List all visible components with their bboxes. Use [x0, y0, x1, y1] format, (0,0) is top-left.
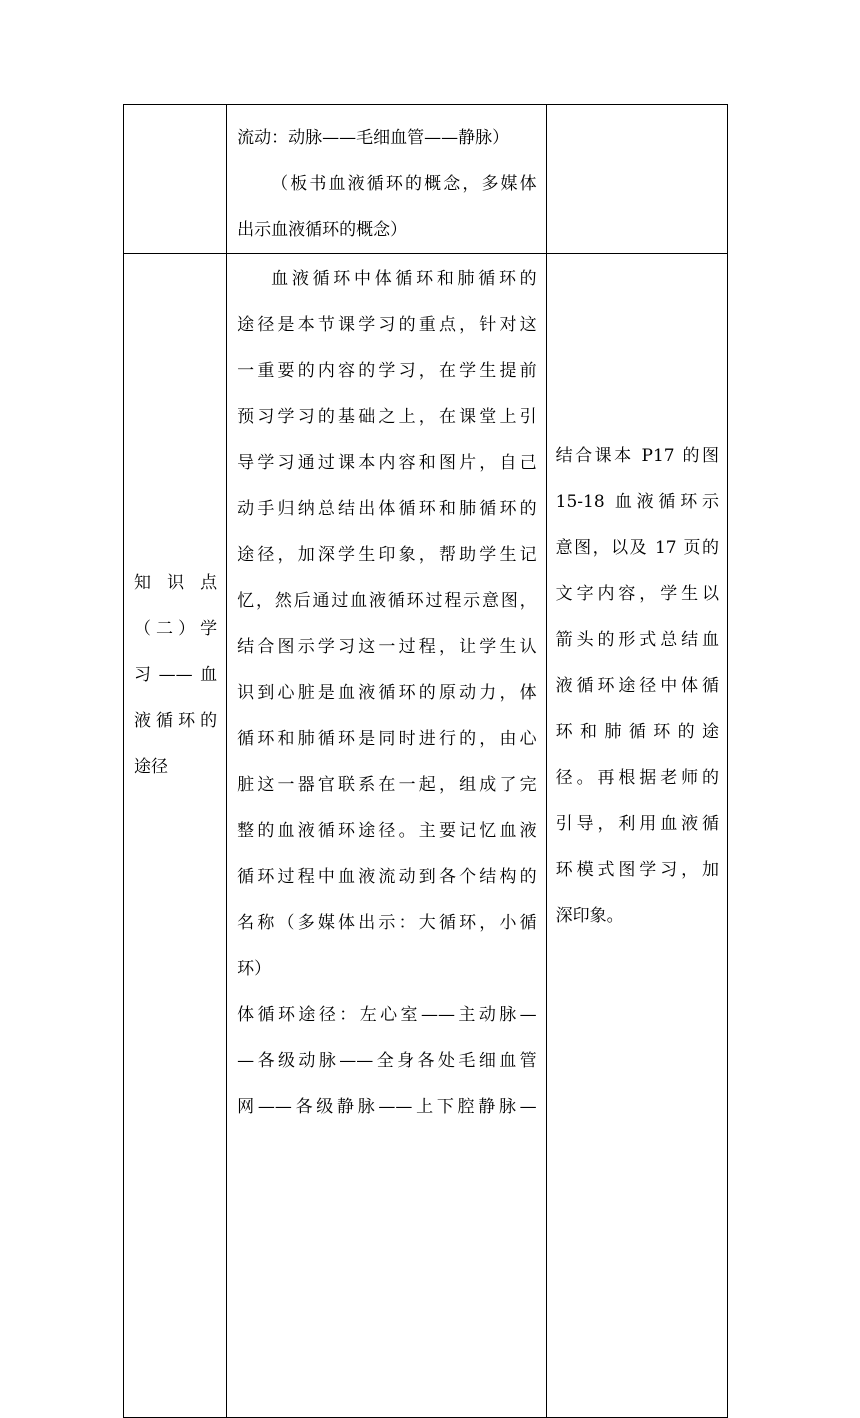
table-row — [124, 254, 728, 1418]
text-line: 识到心脏是血液循环的原动力，体 — [237, 683, 537, 703]
text-line: 循环和肺循环是同时进行的，由心 — [237, 729, 537, 749]
text-line: 结合课本 P17 的图 — [555, 446, 719, 466]
text-line: （二）学 — [134, 619, 218, 639]
text-line: 血液循环中体循环和肺循环的 — [271, 269, 537, 289]
text-line: 动手归纳总结出体循环和肺循环的 — [237, 499, 537, 519]
text-line: 习——血 — [134, 665, 218, 685]
table-row — [124, 105, 728, 254]
text-line: 一重要的内容的学习，在学生提前 — [237, 361, 537, 381]
text-line: 箭头的形式总结血 — [555, 630, 719, 650]
text-line: 整的血液循环途径。主要记忆血液 — [237, 821, 537, 841]
text-line: 径。再根据老师的 — [555, 768, 719, 788]
text-line: 环模式图学习，加 — [555, 860, 719, 880]
lesson-plan-table — [123, 104, 728, 1418]
text-line: 文字内容，学生以 — [555, 584, 719, 604]
teacher-activity-cell — [227, 105, 547, 254]
text-line: 环） — [237, 959, 272, 979]
text-line: 结合图示学习这一过程，让学生认 — [237, 637, 537, 657]
teacher-activity-cell — [227, 254, 547, 1418]
text-line: 意图，以及 17 页的 — [555, 538, 719, 558]
stage-cell — [124, 105, 227, 254]
text-line: 途径是本节课学习的重点，针对这 — [237, 315, 537, 335]
text-line: 名称（多媒体出示：大循环，小循 — [237, 913, 537, 933]
text-line: 深印象。 — [555, 906, 624, 926]
text-line: 环和肺循环的途 — [555, 722, 719, 742]
text-line: 脏这一器官联系在一起，组成了完 — [237, 775, 537, 795]
text-line: 导学习通过课本内容和图片，自己 — [237, 453, 537, 473]
student-activity-cell — [546, 105, 727, 254]
text-line: 途径，加深学生印象，帮助学生记 — [237, 545, 537, 565]
text-line: 15-18 血液循环示 — [555, 492, 719, 512]
stage-cell — [124, 254, 227, 1418]
text-line: 体循环途径：左心室——主动脉— — [237, 1005, 537, 1025]
text-line: —各级动脉——全身各处毛细血管 — [237, 1051, 537, 1071]
text-line: 预习学习的基础之上，在课堂上引 — [237, 407, 537, 427]
text-line: 液循环的 — [134, 711, 218, 731]
text-line: 流动：动脉——毛细血管——静脉） — [237, 128, 510, 148]
text-line: 液循环途径中体循 — [555, 676, 719, 696]
text-line: 出示血液循环的概念） — [237, 220, 408, 240]
text-line: （板书血液循环的概念，多媒体 — [271, 174, 537, 194]
text-line: 忆，然后通过血液循环过程示意图， — [237, 591, 537, 611]
text-line: 循环过程中血液流动到各个结构的 — [237, 867, 537, 887]
text-line: 引导，利用血液循 — [555, 814, 719, 834]
text-line: 知 识 点 — [134, 573, 218, 593]
text-line: 网——各级静脉——上下腔静脉— — [237, 1097, 537, 1117]
text-line: 途径 — [134, 757, 168, 777]
student-activity-cell — [546, 254, 727, 1418]
